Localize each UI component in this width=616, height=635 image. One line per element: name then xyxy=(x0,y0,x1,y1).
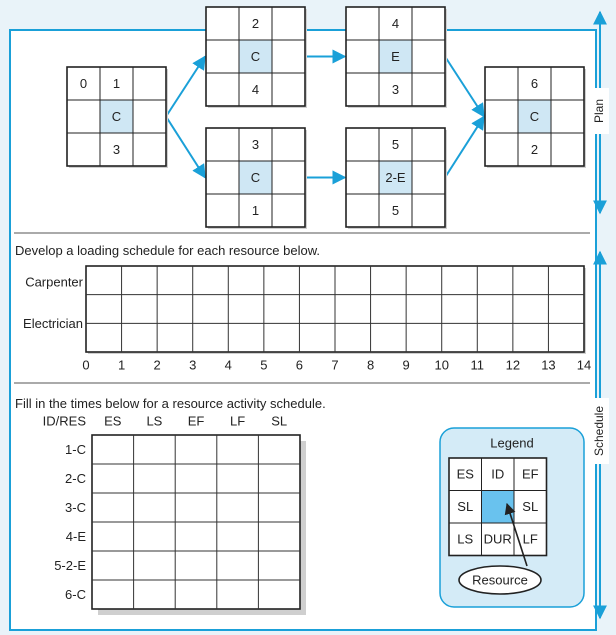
table-header-idres: ID/RES xyxy=(42,413,86,429)
loading-tick-label: 7 xyxy=(331,357,339,373)
loading-tick-label: 1 xyxy=(117,357,126,373)
table-row-label: 5-2-E xyxy=(54,557,86,573)
node-resource: E xyxy=(391,48,400,64)
node-resource: C xyxy=(250,48,261,64)
node-duration: 5 xyxy=(391,202,400,218)
table-header-ef: EF xyxy=(187,413,205,429)
table-header-sl: SL xyxy=(271,413,288,429)
node-1 xyxy=(67,67,168,168)
table-row-label: 6-C xyxy=(65,586,86,602)
table-header-lf: LF xyxy=(230,413,246,429)
loading-tick-label: 14 xyxy=(576,357,592,373)
legend-cell-lf: LF xyxy=(522,531,538,547)
legend-cell-ls: LS xyxy=(457,531,474,547)
plan-label: Plan xyxy=(592,98,607,124)
node-resource: C xyxy=(250,169,261,185)
node-duration: 1 xyxy=(251,202,260,218)
legend-cell-sl: SL xyxy=(522,499,539,515)
node-id: 1 xyxy=(112,75,121,91)
node-id: 3 xyxy=(251,136,260,152)
node-id: 4 xyxy=(391,15,400,31)
node-duration: 3 xyxy=(112,141,121,157)
table-row-label: 2-C xyxy=(65,470,86,486)
loading-tick-label: 0 xyxy=(82,357,90,373)
node-5 xyxy=(346,128,447,229)
resource-label: Carpenter xyxy=(25,274,83,290)
legend-cell-ef: EF xyxy=(521,466,539,482)
loading-tick-label: 5 xyxy=(260,357,268,373)
legend-box xyxy=(440,428,584,607)
node-3 xyxy=(206,128,307,229)
node-2 xyxy=(206,7,307,108)
table-row-label: 3-C xyxy=(65,499,86,515)
node-id: 5 xyxy=(391,136,400,152)
node-6 xyxy=(485,67,586,168)
legend-callout-label: Resource xyxy=(472,572,528,588)
loading-tick-label: 12 xyxy=(505,357,521,373)
table-header-ls: LS xyxy=(146,413,163,429)
legend-cell-sl: SL xyxy=(457,499,474,515)
node-duration: 2 xyxy=(530,141,539,157)
legend-cell-es: ES xyxy=(456,466,474,482)
loading-tick-label: 11 xyxy=(470,357,485,373)
node-resource: C xyxy=(529,108,540,124)
node-id: 6 xyxy=(530,75,539,91)
table-row-label: 1-C xyxy=(65,441,86,457)
node-resource: C xyxy=(111,108,122,124)
loading-tick-label: 10 xyxy=(434,357,449,373)
node-id: 2 xyxy=(251,15,260,31)
resource-label: Electrician xyxy=(23,316,83,332)
legend-cell-id: ID xyxy=(491,466,505,482)
loading-tick-label: 8 xyxy=(366,357,375,373)
node-duration: 4 xyxy=(251,81,260,97)
schedule-label: Schedule xyxy=(592,405,607,457)
loading-tick-label: 6 xyxy=(295,357,304,373)
node-resource: 2-E xyxy=(385,169,406,185)
node-es: 0 xyxy=(79,75,88,91)
table-row-label: 4-E xyxy=(65,528,86,544)
table-instruction: Fill in the times below for a resource activity schedule. xyxy=(15,396,326,411)
node-4 xyxy=(346,7,447,108)
node-duration: 3 xyxy=(391,81,400,97)
legend-cell-dur: DUR xyxy=(483,531,512,547)
loading-tick-label: 9 xyxy=(402,357,410,373)
loading-instruction: Develop a loading schedule for each resource below. xyxy=(15,243,320,258)
loading-tick-label: 3 xyxy=(189,357,197,373)
loading-tick-label: 13 xyxy=(541,357,556,373)
loading-tick-label: 4 xyxy=(224,357,232,373)
table-header-es: ES xyxy=(104,413,122,429)
legend-title: Legend xyxy=(490,435,534,451)
legend-resource-cell xyxy=(482,491,515,524)
loading-tick-label: 2 xyxy=(153,357,161,373)
